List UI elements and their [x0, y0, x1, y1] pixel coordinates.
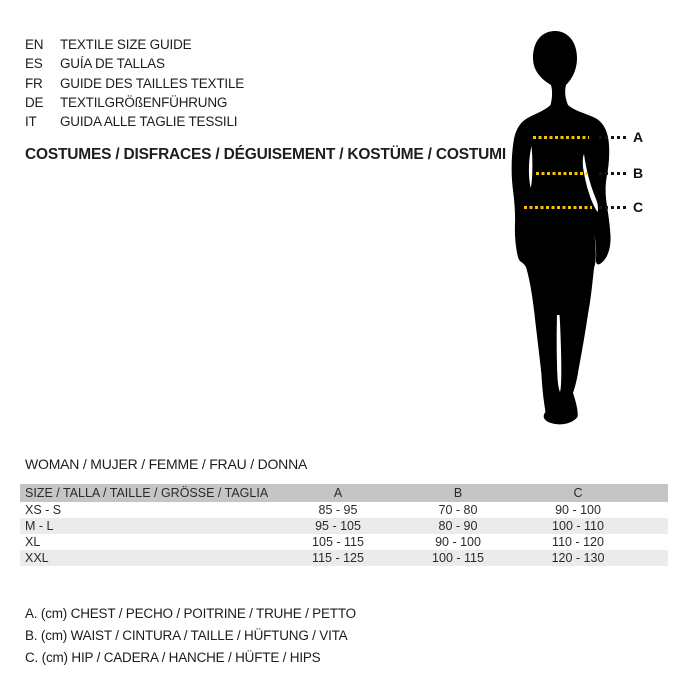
table-row [20, 550, 668, 566]
waist-measure-line [536, 172, 587, 175]
language-title: GUIDA ALLE TAGLIE TESSILI [60, 114, 238, 130]
header-spacer [638, 484, 668, 502]
cell-a: 115 - 125 [278, 550, 398, 566]
section-title-woman: WOMAN / MUJER / FEMME / FRAU / DONNA [25, 456, 308, 472]
language-title: TEXTILGRÖßENFÜHRUNG [60, 95, 228, 111]
header-a: A [278, 484, 398, 502]
cell-a: 95 - 105 [278, 518, 398, 534]
cell-c: 90 - 100 [555, 503, 601, 517]
hip-leader-line [599, 206, 626, 209]
language-code: IT [25, 114, 37, 130]
cell-a: 85 - 95 [318, 503, 358, 517]
footnote-chest: A. (cm) CHEST / PECHO / POITRINE / TRUHE / PETTO [25, 606, 356, 621]
cell-b: 100 - 115 [398, 550, 518, 566]
measure-label-b: B [633, 165, 644, 181]
cell-size: XL [25, 535, 41, 549]
language-title: TEXTILE SIZE GUIDE [60, 37, 192, 53]
language-code: DE [25, 95, 44, 111]
chest-measure-line [533, 136, 589, 139]
waist-leader-line [599, 172, 626, 175]
cell-c: 110 - 120 [552, 535, 604, 549]
cell-b: 80 - 90 [398, 518, 518, 534]
language-list [25, 35, 244, 131]
header-b: B [398, 484, 518, 502]
language-title: GUIDE DES TAILLES TEXTILE [60, 75, 245, 91]
cell-spacer [638, 518, 668, 534]
header-c: C [518, 484, 638, 502]
cell-c: 100 - 110 [518, 518, 638, 534]
cell-c: 120 - 130 [518, 550, 638, 566]
table-row [20, 518, 668, 534]
header-size: SIZE / TALLA / TAILLE / GRÖSSE / TAGLIA [20, 484, 278, 502]
language-code: FR [25, 75, 43, 91]
language-row-fr [25, 74, 244, 93]
measure-label-c: C [633, 199, 644, 215]
language-row-en [25, 35, 244, 54]
measurement-footnotes [25, 603, 356, 669]
table-row [20, 534, 668, 550]
cell-b: 90 - 100 [435, 535, 481, 549]
cell-size: M - L [20, 518, 278, 534]
cell-size: XXL [20, 550, 278, 566]
cell-spacer [638, 534, 668, 550]
hip-measure-line [524, 206, 592, 209]
cell-spacer [638, 550, 668, 566]
language-code: ES [25, 56, 43, 72]
footnote-hip: C. (cm) HIP / CADERA / HANCHE / HÜFTE / HIPS [25, 650, 321, 665]
cell-spacer [638, 502, 668, 518]
cell-a: 105 - 115 [312, 535, 364, 549]
language-title: GUÍA DE TALLAS [60, 56, 165, 72]
footnote-waist: B. (cm) WAIST / CINTURA / TAILLE / HÜFTUNG / VITA [25, 628, 348, 643]
cell-b: 70 - 80 [438, 503, 478, 517]
category-title: COSTUMES / DISFRACES / DÉGUISEMENT / KOSTÜME / COSTUMI [25, 146, 506, 163]
size-table-header-row [20, 484, 668, 502]
chest-leader-line [599, 136, 626, 139]
woman-silhouette-icon [505, 28, 617, 428]
size-table [20, 484, 668, 566]
language-code: EN [25, 37, 44, 53]
language-row-it [25, 112, 244, 131]
language-row-es [25, 54, 244, 73]
measure-label-a: A [633, 129, 644, 145]
cell-size: XS - S [25, 503, 62, 517]
table-row [20, 502, 668, 518]
language-row-de [25, 93, 244, 112]
size-table-container [20, 484, 668, 566]
